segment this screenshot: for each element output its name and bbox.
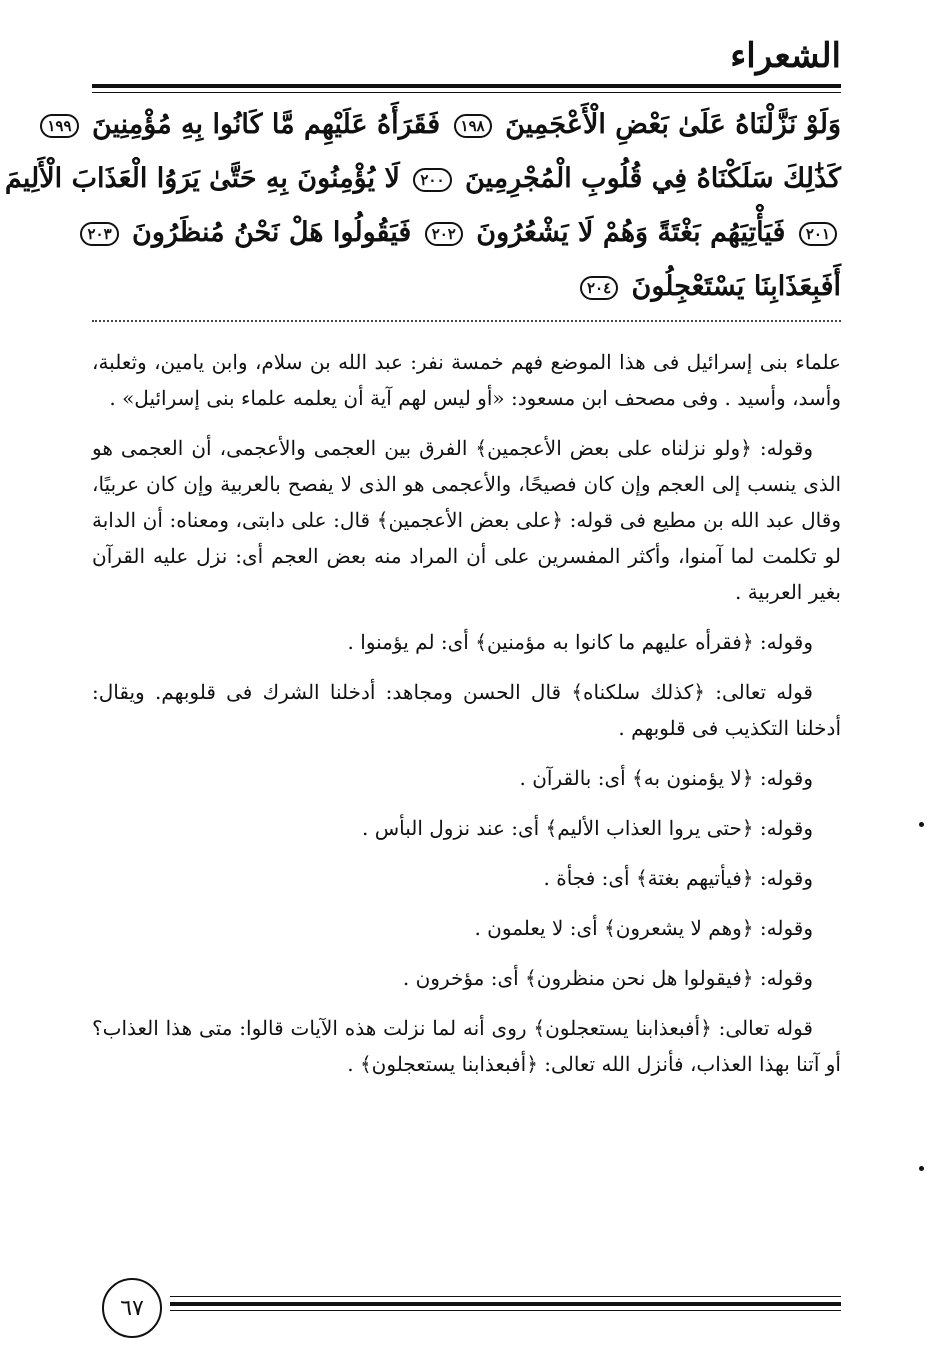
ayah-number-badge: ٢٠٠ [413,168,451,192]
verse-text: فَيَقُولُوا هَلْ نَحْنُ مُنظَرُونَ [132,217,412,248]
verse-text: كَذَٰلِكَ سَلَكْنَاهُ فِي قُلُوبِ الْمُجْرِمِينَ [464,163,841,194]
quran-line [4,152,841,206]
verse-text: فَقَرَأَهُ عَلَيْهِم مَّا كَانُوا بِهِ مُؤْمِنِينَ [91,109,441,140]
commentary-paragraph: وقوله: ﴿حتى يروا العذاب الأليم﴾ أى: عند نزول البأس . [362,816,813,840]
ayah-number-badge: ١٩٨ [454,114,492,138]
verse-text: فَيَأْتِيَهُم بَغْتَةً وَهُمْ لَا يَشْعُرُونَ [476,217,786,248]
footer-rule [170,1302,841,1306]
commentary-paragraph: وقوله: ﴿فيقولوا هل نحن منظرون﴾ أى: مؤخرون . [402,966,813,990]
header-rule-thin [92,92,841,93]
margin-dot [919,822,924,827]
footer-rule-thin [170,1310,841,1311]
ayah-number-badge: ٢٠٣ [80,222,118,246]
commentary-paragraph: وقوله: ﴿لا يؤمنون به﴾ أى: بالقرآن . [519,766,813,790]
commentary-paragraph: قوله تعالى: ﴿كذلك سلكناه﴾ قال الحسن ومجاهد: أدخلنا الشرك فى قلوبهم. ويقال: أدخلنا التكذيب فى قلوبهم . [92,680,841,740]
commentary-paragraph: وقوله: ﴿ولو نزلناه على بعض الأعجمين﴾ الفرق بين العجمى والأعجمى، أن العجمى هو الذى ينسب إلى العجم وإن كان فصيحًا، والأعجمى هو الذى لا يفصح بالعربية وإن كان عربيًا، وقال عبد الله بن مطيع فى قوله: ﴿على بعض الأعجمين﴾ قال: على دابتى، ومعناه: أن الدابة لو تكلمت لما آمنوا، وأكثر المفسرين على أن المراد منه بعض العجم أى: نزل عليه القرآن بغير العربية . [92,436,841,604]
ayah-number-badge: ٢٠٢ [425,222,463,246]
commentary-paragraph: علماء بنى إسرائيل فى هذا الموضع فهم خمسة نفر: عبد الله بن سلام، وابن يامين، وثعلبة، وأسد، وأسيد . وفى مصحف ابن مسعود: «أو ليس لهم آية أن يعلمه علماء بنى إسرائيل» . [92,350,841,410]
commentary-paragraph: وقوله: ﴿فيأتيهم بغتة﴾ أى: فجأة . [543,866,813,890]
quran-line [47,98,841,152]
verse-text: وَلَوْ نَزَّلْنَاهُ عَلَىٰ بَعْضِ الْأَعْجَمِينَ [505,109,841,140]
ayah-number-badge: ١٩٩ [40,114,78,138]
commentary-paragraph: وقوله: ﴿فقرأه عليهم ما كانوا به مؤمنين﴾ أى: لم يؤمنوا . [347,630,813,654]
quran-line [87,206,841,260]
footer-rule-thin [170,1296,841,1297]
verse-text: أَفَبِعَذَابِنَا يَسْتَعْجِلُونَ [631,271,841,302]
margin-dot [919,1166,924,1171]
tafsir-commentary [92,344,841,1082]
ayah-number-badge: ٢٠١ [799,222,837,246]
section-divider [92,320,841,322]
verse-text: لَا يُؤْمِنُونَ بِهِ حَتَّىٰ يَرَوُا الْعَذَابَ الْأَلِيمَ [4,163,400,194]
quran-verses-block [4,98,841,316]
commentary-paragraph: قوله تعالى: ﴿أفبعذابنا يستعجلون﴾ روى أنه لما نزلت هذه الآيات قالوا: متى هذا العذاب؟ أو آتنا بهذا العذاب، فأنزل الله تعالى: ﴿أفبعذابنا يستعجلون﴾ . [92,1016,841,1076]
surah-title: الشعراء [730,36,841,76]
ayah-number-badge: ٢٠٤ [580,276,618,300]
header-rule [92,84,841,88]
page-number: ٦٧ [102,1278,162,1338]
commentary-paragraph: وقوله: ﴿وهم لا يشعرون﴾ أى: لا يعلمون . [474,916,813,940]
quran-line [92,260,841,314]
